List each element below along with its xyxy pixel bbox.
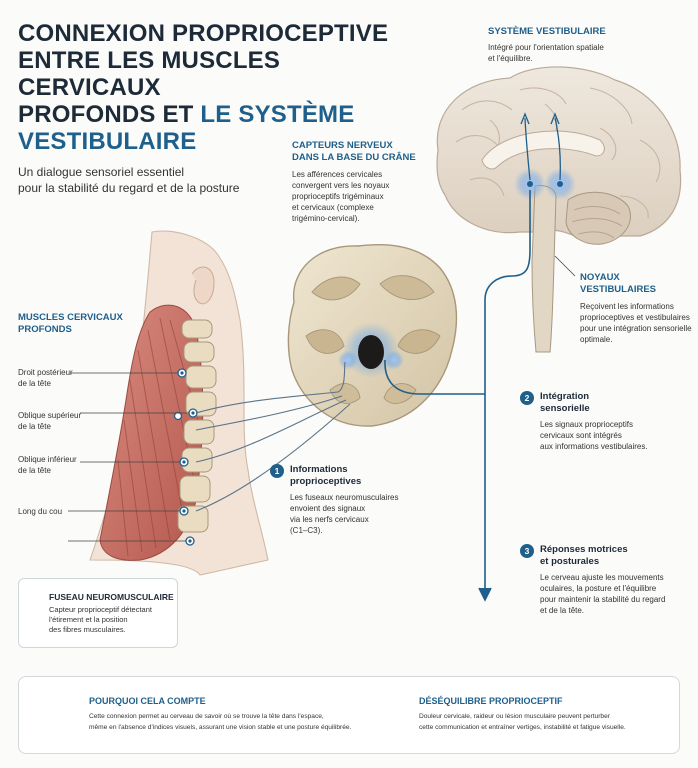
step-3-title-2: et posturales xyxy=(540,556,600,567)
step-1-line: Les fuseaux neuromusculaires xyxy=(290,493,399,502)
step-1-title-1: Informations xyxy=(290,464,348,475)
step-2-title-2: sensorielle xyxy=(540,403,590,414)
legend-text xyxy=(49,605,152,635)
noyaux-line-1: Reçoivent les informations xyxy=(580,302,674,311)
muscle-label-line: Droit postérieur xyxy=(18,368,73,377)
step-2-title-1: Intégration xyxy=(540,391,590,402)
vestibular-line-2: et l'équilibre. xyxy=(488,54,533,63)
capteurs-heading-1: CAPTEURS NERVEUX xyxy=(292,140,393,151)
why-text xyxy=(89,711,389,733)
muscle-label-oblique-inferieur xyxy=(18,454,108,476)
capteurs-line-4: et cervicaux (complexe xyxy=(292,203,374,212)
noyaux-heading-1: NOYAUX xyxy=(580,272,620,283)
capteurs-line-1: Les afférences cervicales xyxy=(292,170,383,179)
muscles-heading-1: MUSCLES CERVICAUX xyxy=(18,312,123,323)
muscle-label-line: Oblique supérieur xyxy=(18,411,82,420)
legend-box xyxy=(18,578,178,648)
legend-line-1: Capteur proprioceptif détectant xyxy=(49,605,152,614)
legend-heading: FUSEAU NEUROMUSCULAIRE xyxy=(49,592,174,602)
vestibular-heading: SYSTÈME VESTIBULAIRE xyxy=(488,26,606,37)
capteurs-callout xyxy=(292,140,432,224)
legend-line-3: des fibres musculaires. xyxy=(49,625,126,634)
muscle-label-long-du-cou xyxy=(18,506,108,517)
noyaux-heading-2: VESTIBULAIRES xyxy=(580,284,657,295)
step-1-line: via les nerfs cervicaux xyxy=(290,515,369,524)
step-1-number: 1 xyxy=(270,464,284,478)
step-1 xyxy=(270,464,420,536)
step-3-line: Le cerveau ajuste les mouvements xyxy=(540,573,664,582)
noyaux-leader-line xyxy=(555,256,575,276)
imbalance-line-1: Douleur cervicale, raideur ou lésion musculaire peuvent perturber xyxy=(419,713,610,720)
capteurs-line-3: proprioceptifs trigéminaux xyxy=(292,192,384,201)
noyaux-line-2: proprioceptives et vestibulaires xyxy=(580,313,690,322)
muscle-label-droit-posterieur xyxy=(18,367,108,389)
muscle-label-line: de la tête xyxy=(18,466,51,475)
title-line-1: CONNEXION PROPRIOCEPTIVE xyxy=(18,20,389,47)
why-line-2: même en l'absence d'indices visuels, assurant une vision stable et une posture équilibrée. xyxy=(89,724,352,731)
imbalance-heading: DÉSÉQUILIBRE PROPRIOCEPTIF xyxy=(419,696,563,706)
title-line-2: ENTRE LES MUSCLES CERVICAUX xyxy=(18,47,281,101)
imbalance-text xyxy=(419,711,669,733)
step-2-number: 2 xyxy=(520,391,534,405)
muscles-heading-2: PROFONDS xyxy=(18,324,72,335)
skull-base-illustration xyxy=(288,245,456,426)
muscle-label-oblique-superieur xyxy=(18,410,108,432)
legend-line-2: l'étirement et la position xyxy=(49,615,128,624)
vestibular-line-1: Intégré pour l'orientation spatiale xyxy=(488,43,604,52)
why-line-1: Cette connexion permet au cerveau de savoir où se trouve la tête dans l'espace, xyxy=(89,713,324,720)
noyaux-callout xyxy=(580,272,695,345)
page-title xyxy=(18,20,398,155)
title-line-4: VESTIBULAIRE xyxy=(18,128,197,155)
why-heading: POURQUOI CELA COMPTE xyxy=(89,696,206,706)
step-2 xyxy=(520,391,680,452)
step-3-line: pour maintenir la stabilité du regard xyxy=(540,595,666,604)
subtitle-line-1: Un dialogue sensoriel essentiel xyxy=(18,165,185,179)
muscles-heading xyxy=(18,312,138,336)
step-2-line: aux informations vestibulaires. xyxy=(540,442,648,451)
muscle-label-line: Long du cou xyxy=(18,507,63,516)
step-3-line: et de la tête. xyxy=(540,606,585,615)
step-3-title-1: Réponses motrices xyxy=(540,544,628,555)
step-3 xyxy=(520,544,692,616)
noyaux-line-3: pour une intégration sensorielle xyxy=(580,324,692,333)
step-2-line: cervicaux sont intégrés xyxy=(540,431,622,440)
page-subtitle xyxy=(18,164,278,196)
step-1-line: (C1–C3). xyxy=(290,526,323,535)
title-line-3 xyxy=(18,101,398,128)
step-3-number: 3 xyxy=(520,544,534,558)
vestibular-callout xyxy=(488,26,668,64)
subtitle-line-2: pour la stabilité du regard et de la posture xyxy=(18,181,240,195)
title-line-3-blue: LE SYSTÈME xyxy=(200,101,355,128)
noyaux-line-4: optimale. xyxy=(580,335,613,344)
step-1-title-2: proprioceptives xyxy=(290,476,362,487)
muscle-label-line: de la tête xyxy=(18,422,51,431)
title-line-3-dark: PROFONDS ET xyxy=(18,101,201,128)
capteurs-line-5: trigémino-cervical). xyxy=(292,214,360,223)
muscle-label-line: Oblique inférieur xyxy=(18,455,77,464)
muscle-label-line: de la tête xyxy=(18,379,51,388)
imbalance-line-2: cette communication et entraîner vertiges, instabilité et fatigue visuelle. xyxy=(419,724,626,731)
bottom-info-box xyxy=(18,676,680,754)
capteurs-line-2: convergent vers les noyaux xyxy=(292,181,390,190)
step-2-line: Les signaux proprioceptifs xyxy=(540,420,633,429)
step-1-line: envoient des signaux xyxy=(290,504,366,513)
step-3-line: oculaires, la posture et l'équilibre xyxy=(540,584,657,593)
capteurs-heading-2: DANS LA BASE DU CRÂNE xyxy=(292,152,416,163)
